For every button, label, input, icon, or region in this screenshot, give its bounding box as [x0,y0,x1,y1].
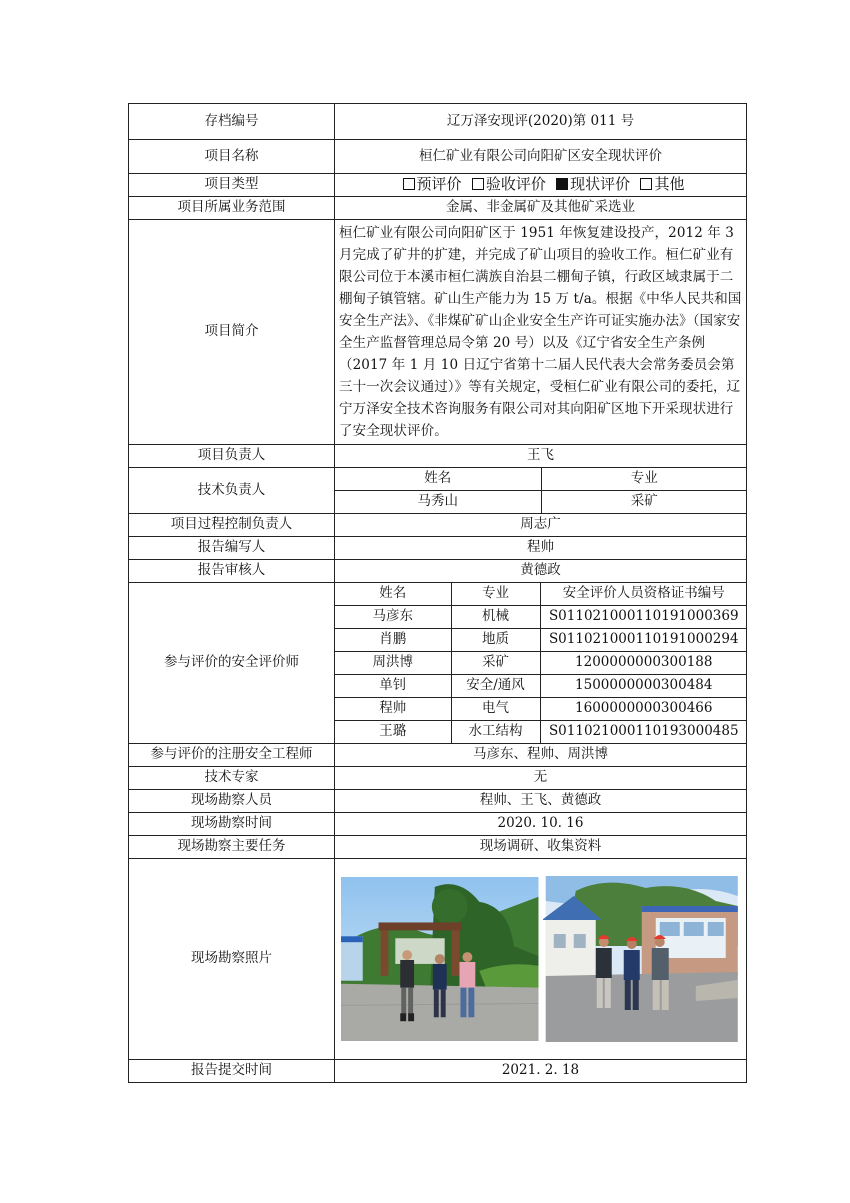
survey-staff-label: 现场勘察人员 [129,790,335,813]
evaluator-cert: S011021000110191000294 [540,629,747,652]
survey-time-label: 现场勘察时间 [129,813,335,836]
evaluator-major: 电气 [451,698,540,721]
row-tech-expert [129,767,747,790]
evaluator-cert: S011021000110191000369 [540,606,747,629]
row-project-leader [129,445,747,468]
project-type-options [335,174,747,197]
type-option-label: 预评价 [416,175,462,194]
project-name-value: 桓仁矿业有限公司向阳矿区安全现状评价 [335,140,747,174]
evaluator-name: 肖鹏 [335,629,451,652]
table-row [335,675,747,698]
report-info-sheet [128,103,746,1083]
evaluator-cert: 1600000000300466 [540,698,747,721]
project-name-label: 项目名称 [129,140,335,174]
type-option-label: 其他 [654,175,685,194]
project-intro-text: 桓仁矿业有限公司向阳矿区于 1951 年恢复建设投产，2012 年 3 月完成了矿井的扩建，并完成了矿山项目的验收工作。桓仁矿业有限公司位于本溪市桓仁满族自治县二棚甸子镇，行政区域隶属于二棚甸子镇管辖。矿山生产能力为 15 万 t/a。根据《中华人民共和国安全生产法》、《非煤矿矿山企业安全生产许可证实施办法》（国家安全生产监督管理总局令第 20 号）以及《辽宁省安全生产条例（2017 年 1 月 10 日辽宁省第十二届人民代表大会常务委员会第三十一次会议通过）》等有关规定，受桓仁矿业有限公司的委托，辽宁万泽安全技术咨询服务有限公司对其向阳矿区地下开采现状进行了安全现状评价。 [335,220,747,445]
report-writer-label: 报告编写人 [129,537,335,560]
survey-task-label: 现场勘察主要任务 [129,836,335,859]
report-reviewer-value: 黄德政 [335,560,747,583]
checkbox-pre-evaluation [403,178,415,190]
row-evaluators [129,583,747,744]
report-reviewer-label: 报告审核人 [129,560,335,583]
business-scope-value: 金属、非金属矿及其他矿采选业 [335,197,747,220]
row-project-type [129,174,747,197]
row-survey-task [129,836,747,859]
row-survey-staff [129,790,747,813]
row-survey-time [129,813,747,836]
table-row [335,721,747,744]
project-leader-label: 项目负责人 [129,445,335,468]
process-control-value: 周志广 [335,514,747,537]
evaluator-cert-header: 安全评价人员资格证书编号 [540,583,747,606]
evaluator-name: 马彦东 [335,606,451,629]
row-registered-engineers [129,744,747,767]
type-option-label: 现状评价 [570,175,631,194]
evaluator-cert: 1500000000300484 [540,675,747,698]
tech-leader-name-header: 姓名 [424,470,452,487]
row-process-control [129,514,747,537]
survey-photos [335,870,746,1048]
table-row [335,606,747,629]
type-option-acceptance [466,175,546,193]
evaluator-cert: S011021000110193000485 [540,721,747,744]
tech-leader-major: 采矿 [541,491,747,514]
evaluators-table [335,583,747,743]
evaluator-major: 采矿 [451,652,540,675]
evaluators-label: 参与评价的安全评价师 [129,583,335,744]
project-type-label: 项目类型 [129,174,335,197]
project-leader-value: 王飞 [335,445,747,468]
report-info-table [128,103,747,1083]
process-control-label: 项目过程控制负责人 [129,514,335,537]
type-option-current-status [550,175,630,193]
evaluator-name-header: 姓名 [379,585,407,602]
tech-leader-major-header: 专业 [541,468,747,491]
survey-photo-workers [543,876,741,1042]
evaluator-major-header: 专业 [451,583,540,606]
table-row [335,629,747,652]
row-report-reviewer [129,560,747,583]
survey-photos-label: 现场勘察照片 [129,859,335,1060]
checkbox-acceptance [472,178,484,190]
survey-photos-cell [335,859,747,1060]
checkbox-current-status [556,178,568,190]
evaluator-name: 周洪博 [335,652,451,675]
table-header-row [335,583,747,606]
tech-expert-value: 无 [335,767,747,790]
archive-number-label: 存档编号 [129,104,335,140]
submit-time-label: 报告提交时间 [129,1060,335,1083]
evaluator-name: 王璐 [335,721,451,744]
row-project-intro [129,220,747,445]
survey-task-value: 现场调研、收集资料 [335,836,747,859]
tech-leader-table [335,468,747,513]
type-option-pre-evaluation [397,175,462,193]
evaluator-cert: 1200000000300188 [540,652,747,675]
registered-engineers-label: 参与评价的注册安全工程师 [129,744,335,767]
archive-number-value: 辽万泽安现评(2020)第 011 号 [335,104,747,140]
evaluator-major: 地质 [451,629,540,652]
tech-leader-name: 马秀山 [335,491,541,514]
submit-time-value: 2021. 2. 18 [335,1060,747,1083]
evaluators-table-cell [335,583,747,744]
evaluator-major: 安全/通风 [451,675,540,698]
row-tech-leader [129,468,747,514]
survey-staff-value: 程帅、王飞、黄德政 [335,790,747,813]
type-option-other [634,175,684,193]
survey-photo-gate [341,876,539,1042]
row-submit-time [129,1060,747,1083]
table-row [335,698,747,721]
row-archive-number [129,104,747,140]
tech-leader-label: 技术负责人 [129,468,335,514]
evaluator-name: 程帅 [335,698,451,721]
row-survey-photos [129,859,747,1060]
evaluator-major: 水工结构 [451,721,540,744]
checkbox-other [640,178,652,190]
table-row [335,652,747,675]
survey-time-value: 2020. 10. 16 [335,813,747,836]
evaluator-major: 机械 [451,606,540,629]
project-intro-label: 项目简介 [129,220,335,445]
row-project-name [129,140,747,174]
report-writer-value: 程帅 [335,537,747,560]
row-business-scope [129,197,747,220]
tech-expert-label: 技术专家 [129,767,335,790]
type-option-label: 验收评价 [485,175,546,194]
tech-leader-table-cell [335,468,747,514]
registered-engineers-value: 马彦东、程帅、周洪博 [335,744,747,767]
evaluator-name: 单钊 [335,675,451,698]
business-scope-label: 项目所属业务范围 [129,197,335,220]
row-report-writer [129,537,747,560]
